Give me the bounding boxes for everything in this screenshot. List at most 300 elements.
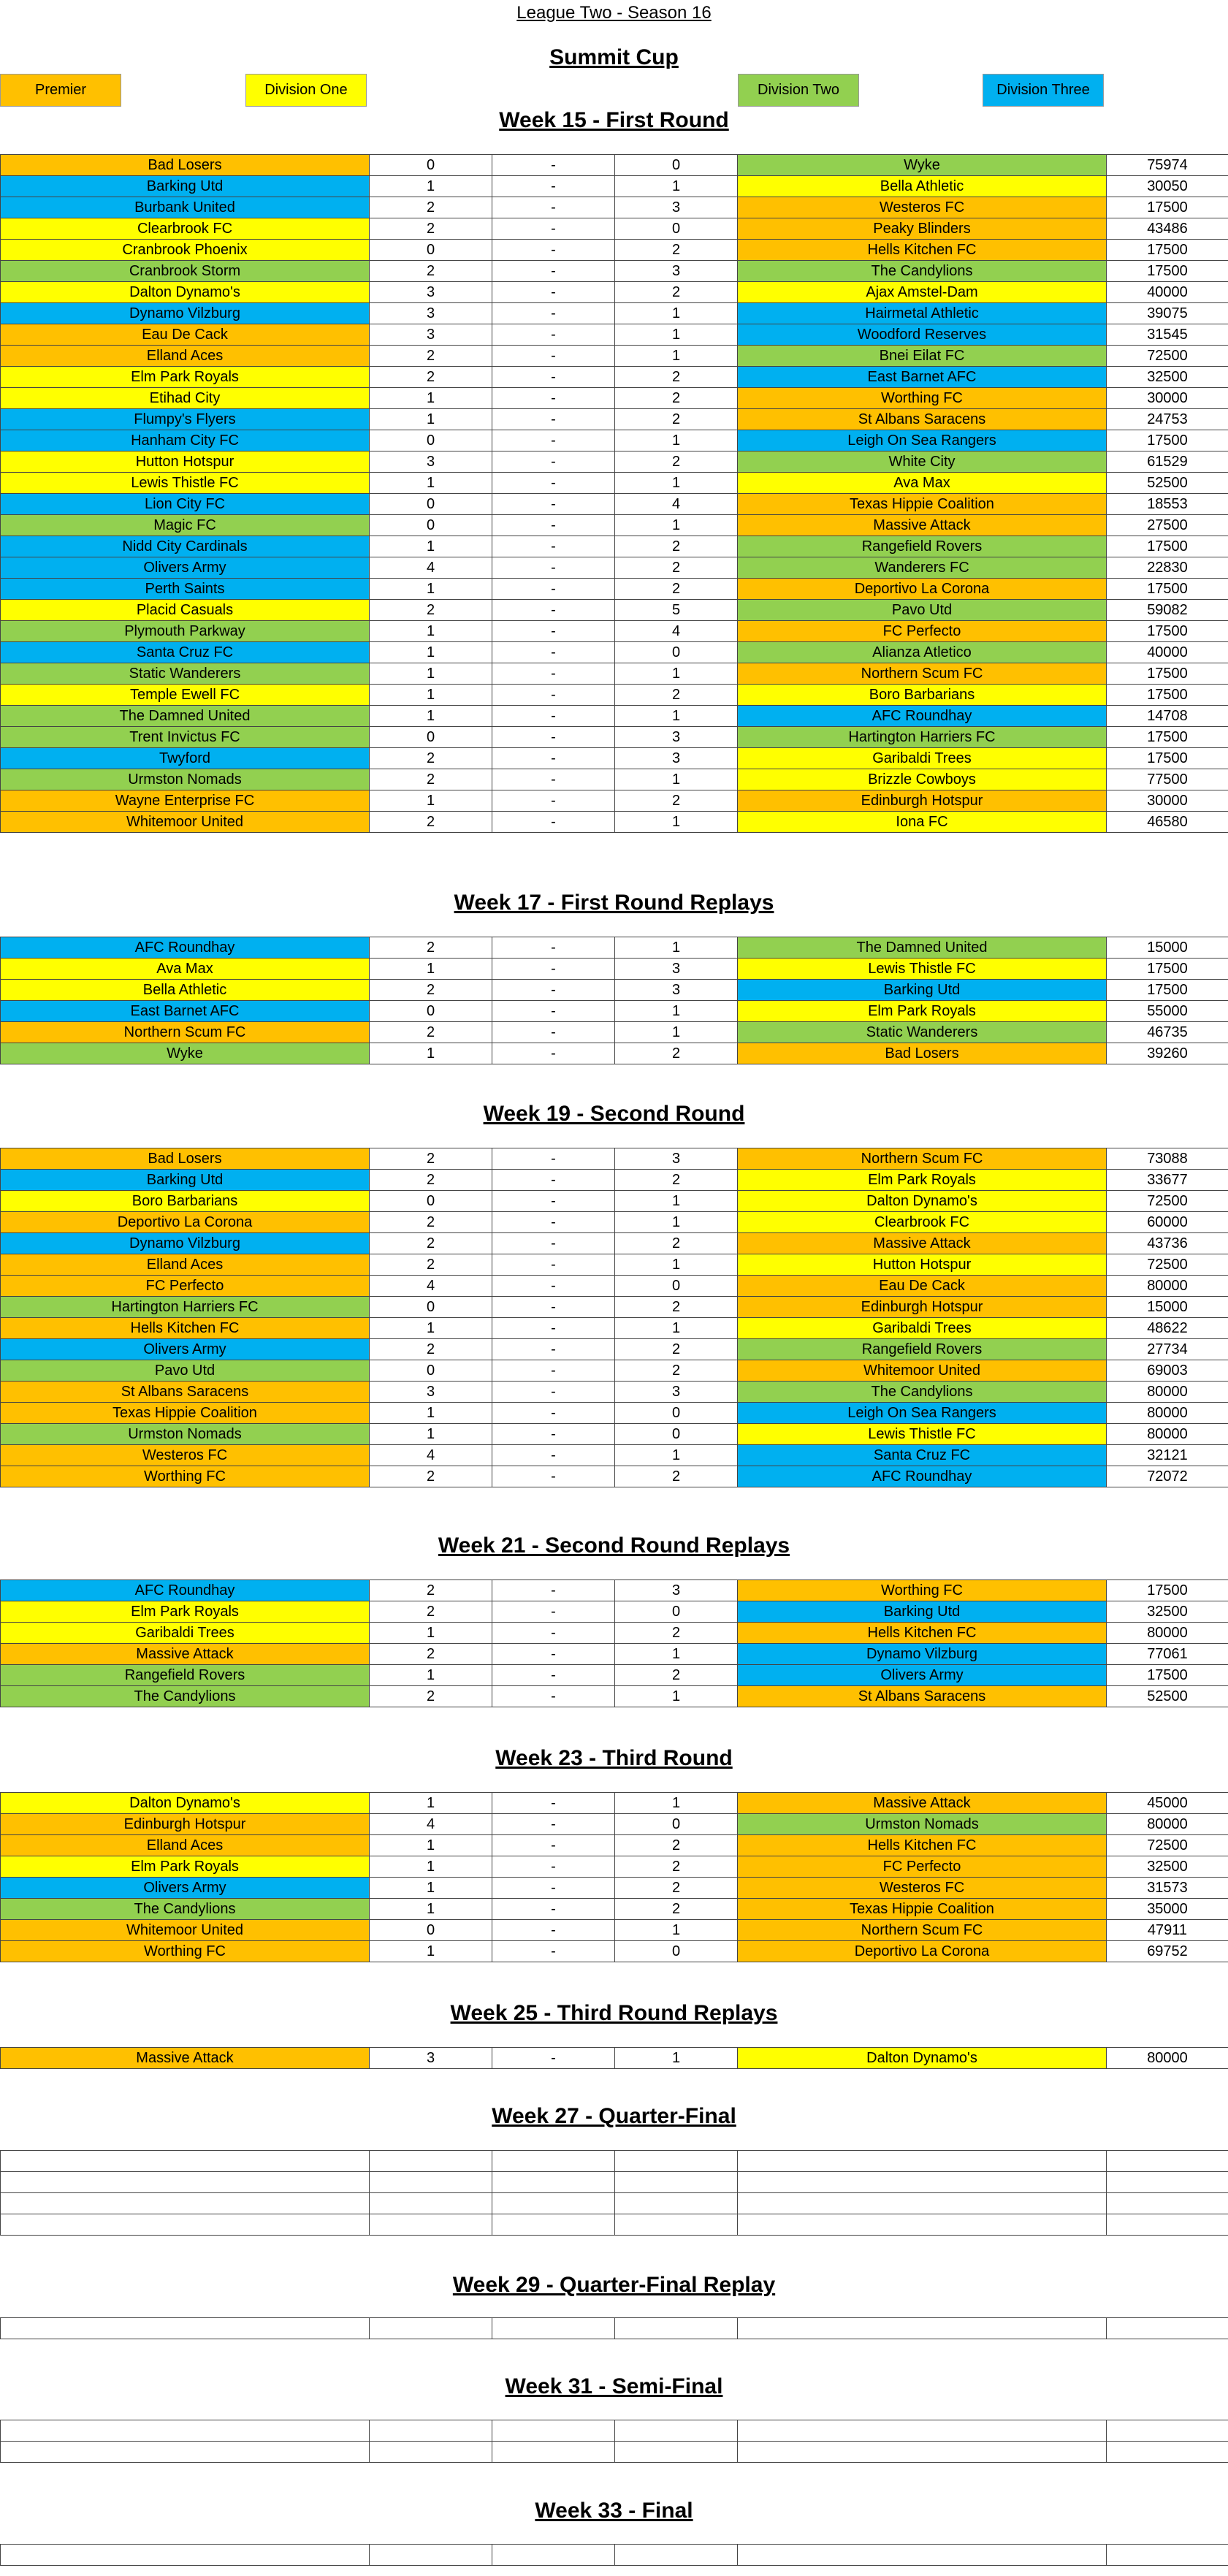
attendance-cell[interactable]: [1107, 2420, 1228, 2442]
away-score-cell[interactable]: 0: [615, 155, 738, 176]
score-separator-cell[interactable]: -: [492, 303, 615, 324]
away-team-cell[interactable]: Santa Cruz FC: [738, 1445, 1107, 1466]
attendance-cell[interactable]: 59082: [1107, 600, 1228, 621]
score-separator-cell[interactable]: [492, 2172, 615, 2193]
attendance-cell[interactable]: [1107, 2172, 1228, 2193]
away-score-cell[interactable]: 3: [615, 197, 738, 218]
attendance-cell[interactable]: 31545: [1107, 324, 1228, 346]
home-score-cell[interactable]: 2: [370, 1022, 492, 1043]
score-separator-cell[interactable]: -: [492, 1686, 615, 1707]
home-score-cell[interactable]: 2: [370, 1601, 492, 1623]
score-separator-cell[interactable]: -: [492, 282, 615, 303]
attendance-cell[interactable]: 80000: [1107, 2048, 1228, 2069]
home-score-cell[interactable]: 4: [370, 1814, 492, 1835]
attendance-cell[interactable]: [1107, 2193, 1228, 2214]
away-team-cell[interactable]: Eau De Cack: [738, 1276, 1107, 1297]
home-team-cell[interactable]: [1, 2214, 370, 2236]
away-score-cell[interactable]: 1: [615, 473, 738, 494]
away-team-cell[interactable]: The Candylions: [738, 1382, 1107, 1403]
home-score-cell[interactable]: 1: [370, 1665, 492, 1686]
score-separator-cell[interactable]: -: [492, 1445, 615, 1466]
home-team-cell[interactable]: Worthing FC: [1, 1941, 370, 1962]
away-team-cell[interactable]: [738, 2214, 1107, 2236]
home-team-cell[interactable]: Eau De Cack: [1, 324, 370, 346]
home-team-cell[interactable]: Plymouth Parkway: [1, 621, 370, 642]
home-score-cell[interactable]: [370, 2214, 492, 2236]
away-team-cell[interactable]: FC Perfecto: [738, 1856, 1107, 1878]
away-team-cell[interactable]: [738, 2318, 1107, 2339]
score-separator-cell[interactable]: -: [492, 1148, 615, 1170]
attendance-cell[interactable]: 80000: [1107, 1403, 1228, 1424]
score-separator-cell[interactable]: -: [492, 1601, 615, 1623]
attendance-cell[interactable]: 45000: [1107, 1793, 1228, 1814]
home-team-cell[interactable]: Bad Losers: [1, 1148, 370, 1170]
attendance-cell[interactable]: 14708: [1107, 706, 1228, 727]
home-team-cell[interactable]: Elland Aces: [1, 346, 370, 367]
home-score-cell[interactable]: 0: [370, 727, 492, 748]
attendance-cell[interactable]: 22830: [1107, 557, 1228, 579]
away-score-cell[interactable]: 2: [615, 790, 738, 812]
away-team-cell[interactable]: Bad Losers: [738, 1043, 1107, 1064]
score-separator-cell[interactable]: -: [492, 812, 615, 833]
away-team-cell[interactable]: Massive Attack: [738, 1233, 1107, 1254]
attendance-cell[interactable]: 72072: [1107, 1466, 1228, 1487]
attendance-cell[interactable]: 40000: [1107, 282, 1228, 303]
attendance-cell[interactable]: 17500: [1107, 727, 1228, 748]
attendance-cell[interactable]: 43486: [1107, 218, 1228, 240]
home-team-cell[interactable]: Cranbrook Phoenix: [1, 240, 370, 261]
attendance-cell[interactable]: 52500: [1107, 1686, 1228, 1707]
home-team-cell[interactable]: Worthing FC: [1, 1466, 370, 1487]
attendance-cell[interactable]: 46580: [1107, 812, 1228, 833]
home-team-cell[interactable]: Elland Aces: [1, 1835, 370, 1856]
attendance-cell[interactable]: 30000: [1107, 388, 1228, 409]
home-score-cell[interactable]: 1: [370, 1856, 492, 1878]
away-score-cell[interactable]: 2: [615, 409, 738, 430]
home-score-cell[interactable]: [370, 2545, 492, 2566]
home-score-cell[interactable]: 4: [370, 1445, 492, 1466]
score-separator-cell[interactable]: [492, 2442, 615, 2463]
away-team-cell[interactable]: Hutton Hotspur: [738, 1254, 1107, 1276]
away-team-cell[interactable]: Brizzle Cowboys: [738, 769, 1107, 790]
away-score-cell[interactable]: 4: [615, 621, 738, 642]
away-team-cell[interactable]: Northern Scum FC: [738, 1148, 1107, 1170]
away-score-cell[interactable]: 2: [615, 388, 738, 409]
home-score-cell[interactable]: 3: [370, 1382, 492, 1403]
home-score-cell[interactable]: 2: [370, 261, 492, 282]
away-score-cell[interactable]: 2: [615, 1170, 738, 1191]
away-team-cell[interactable]: Rangefield Rovers: [738, 1339, 1107, 1360]
away-team-cell[interactable]: Edinburgh Hotspur: [738, 790, 1107, 812]
away-team-cell[interactable]: Barking Utd: [738, 1601, 1107, 1623]
score-separator-cell[interactable]: -: [492, 1580, 615, 1601]
attendance-cell[interactable]: 46735: [1107, 1022, 1228, 1043]
away-team-cell[interactable]: The Damned United: [738, 937, 1107, 959]
away-score-cell[interactable]: 3: [615, 980, 738, 1001]
attendance-cell[interactable]: 17500: [1107, 579, 1228, 600]
home-team-cell[interactable]: [1, 2172, 370, 2193]
away-team-cell[interactable]: Ajax Amstel-Dam: [738, 282, 1107, 303]
away-team-cell[interactable]: Olivers Army: [738, 1665, 1107, 1686]
home-team-cell[interactable]: Flumpy's Flyers: [1, 409, 370, 430]
attendance-cell[interactable]: 17500: [1107, 430, 1228, 451]
away-score-cell[interactable]: 3: [615, 1580, 738, 1601]
attendance-cell[interactable]: 18553: [1107, 494, 1228, 515]
away-score-cell[interactable]: 3: [615, 1382, 738, 1403]
score-separator-cell[interactable]: -: [492, 1022, 615, 1043]
attendance-cell[interactable]: 24753: [1107, 409, 1228, 430]
home-score-cell[interactable]: [370, 2420, 492, 2442]
home-score-cell[interactable]: [370, 2442, 492, 2463]
attendance-cell[interactable]: 32500: [1107, 1856, 1228, 1878]
home-team-cell[interactable]: Ava Max: [1, 959, 370, 980]
home-score-cell[interactable]: 2: [370, 812, 492, 833]
away-score-cell[interactable]: 1: [615, 346, 738, 367]
away-score-cell[interactable]: 0: [615, 1424, 738, 1445]
home-team-cell[interactable]: Massive Attack: [1, 2048, 370, 2069]
attendance-cell[interactable]: 80000: [1107, 1814, 1228, 1835]
attendance-cell[interactable]: 43736: [1107, 1233, 1228, 1254]
home-team-cell[interactable]: Bella Athletic: [1, 980, 370, 1001]
home-score-cell[interactable]: 2: [370, 1233, 492, 1254]
away-score-cell[interactable]: 1: [615, 515, 738, 536]
home-team-cell[interactable]: Hanham City FC: [1, 430, 370, 451]
home-team-cell[interactable]: AFC Roundhay: [1, 937, 370, 959]
attendance-cell[interactable]: 32121: [1107, 1445, 1228, 1466]
away-score-cell[interactable]: 1: [615, 430, 738, 451]
attendance-cell[interactable]: 32500: [1107, 367, 1228, 388]
away-team-cell[interactable]: East Barnet AFC: [738, 367, 1107, 388]
home-score-cell[interactable]: 3: [370, 451, 492, 473]
home-team-cell[interactable]: [1, 2442, 370, 2463]
home-team-cell[interactable]: Nidd City Cardinals: [1, 536, 370, 557]
home-score-cell[interactable]: 2: [370, 1580, 492, 1601]
away-team-cell[interactable]: Elm Park Royals: [738, 1001, 1107, 1022]
home-team-cell[interactable]: Dynamo Vilzburg: [1, 1233, 370, 1254]
away-team-cell[interactable]: Texas Hippie Coalition: [738, 1899, 1107, 1920]
home-score-cell[interactable]: 1: [370, 1878, 492, 1899]
away-team-cell[interactable]: Lewis Thistle FC: [738, 1424, 1107, 1445]
score-separator-cell[interactable]: -: [492, 600, 615, 621]
away-team-cell[interactable]: Northern Scum FC: [738, 1920, 1107, 1941]
score-separator-cell[interactable]: -: [492, 1212, 615, 1233]
attendance-cell[interactable]: 17500: [1107, 663, 1228, 685]
attendance-cell[interactable]: 55000: [1107, 1001, 1228, 1022]
home-team-cell[interactable]: Barking Utd: [1, 1170, 370, 1191]
attendance-cell[interactable]: 60000: [1107, 1212, 1228, 1233]
attendance-cell[interactable]: 80000: [1107, 1424, 1228, 1445]
away-team-cell[interactable]: Leigh On Sea Rangers: [738, 1403, 1107, 1424]
away-team-cell[interactable]: [738, 2193, 1107, 2214]
away-team-cell[interactable]: [738, 2545, 1107, 2566]
away-team-cell[interactable]: Whitemoor United: [738, 1360, 1107, 1382]
away-score-cell[interactable]: 3: [615, 261, 738, 282]
home-score-cell[interactable]: 1: [370, 1835, 492, 1856]
home-score-cell[interactable]: 2: [370, 197, 492, 218]
home-team-cell[interactable]: Dynamo Vilzburg: [1, 303, 370, 324]
home-score-cell[interactable]: 1: [370, 1793, 492, 1814]
home-team-cell[interactable]: Hartington Harriers FC: [1, 1297, 370, 1318]
attendance-cell[interactable]: 17500: [1107, 685, 1228, 706]
home-score-cell[interactable]: 0: [370, 155, 492, 176]
score-separator-cell[interactable]: -: [492, 515, 615, 536]
away-team-cell[interactable]: Northern Scum FC: [738, 663, 1107, 685]
home-score-cell[interactable]: 1: [370, 473, 492, 494]
score-separator-cell[interactable]: -: [492, 2048, 615, 2069]
score-separator-cell[interactable]: -: [492, 176, 615, 197]
away-team-cell[interactable]: [738, 2442, 1107, 2463]
home-score-cell[interactable]: 1: [370, 1318, 492, 1339]
home-team-cell[interactable]: The Candylions: [1, 1899, 370, 1920]
away-team-cell[interactable]: The Candylions: [738, 261, 1107, 282]
away-score-cell[interactable]: 2: [615, 1878, 738, 1899]
away-team-cell[interactable]: St Albans Saracens: [738, 1686, 1107, 1707]
score-separator-cell[interactable]: -: [492, 1424, 615, 1445]
home-team-cell[interactable]: [1, 2318, 370, 2339]
away-score-cell[interactable]: 1: [615, 1644, 738, 1665]
away-score-cell[interactable]: 2: [615, 1297, 738, 1318]
attendance-cell[interactable]: 17500: [1107, 1665, 1228, 1686]
away-team-cell[interactable]: Alianza Atletico: [738, 642, 1107, 663]
score-separator-cell[interactable]: [492, 2420, 615, 2442]
away-team-cell[interactable]: Boro Barbarians: [738, 685, 1107, 706]
away-score-cell[interactable]: [615, 2442, 738, 2463]
home-team-cell[interactable]: Elland Aces: [1, 1254, 370, 1276]
away-score-cell[interactable]: 1: [615, 1001, 738, 1022]
attendance-cell[interactable]: [1107, 2318, 1228, 2339]
home-team-cell[interactable]: Burbank United: [1, 197, 370, 218]
away-score-cell[interactable]: 3: [615, 727, 738, 748]
home-score-cell[interactable]: 1: [370, 388, 492, 409]
home-team-cell[interactable]: Perth Saints: [1, 579, 370, 600]
home-score-cell[interactable]: 1: [370, 1043, 492, 1064]
attendance-cell[interactable]: 72500: [1107, 1191, 1228, 1212]
home-score-cell[interactable]: 1: [370, 706, 492, 727]
home-team-cell[interactable]: Cranbrook Storm: [1, 261, 370, 282]
attendance-cell[interactable]: [1107, 2214, 1228, 2236]
away-score-cell[interactable]: [615, 2318, 738, 2339]
home-score-cell[interactable]: [370, 2151, 492, 2172]
away-team-cell[interactable]: Lewis Thistle FC: [738, 959, 1107, 980]
away-score-cell[interactable]: 2: [615, 579, 738, 600]
away-score-cell[interactable]: 0: [615, 1941, 738, 1962]
home-team-cell[interactable]: Edinburgh Hotspur: [1, 1814, 370, 1835]
away-team-cell[interactable]: Bella Athletic: [738, 176, 1107, 197]
away-team-cell[interactable]: Garibaldi Trees: [738, 1318, 1107, 1339]
score-separator-cell[interactable]: -: [492, 685, 615, 706]
score-separator-cell[interactable]: -: [492, 1001, 615, 1022]
away-score-cell[interactable]: 2: [615, 367, 738, 388]
home-score-cell[interactable]: 1: [370, 1941, 492, 1962]
home-score-cell[interactable]: 0: [370, 494, 492, 515]
home-team-cell[interactable]: FC Perfecto: [1, 1276, 370, 1297]
away-team-cell[interactable]: St Albans Saracens: [738, 409, 1107, 430]
attendance-cell[interactable]: 15000: [1107, 1297, 1228, 1318]
attendance-cell[interactable]: 17500: [1107, 748, 1228, 769]
score-separator-cell[interactable]: -: [492, 1254, 615, 1276]
attendance-cell[interactable]: 27734: [1107, 1339, 1228, 1360]
away-score-cell[interactable]: 1: [615, 1022, 738, 1043]
home-score-cell[interactable]: 2: [370, 218, 492, 240]
away-team-cell[interactable]: Hells Kitchen FC: [738, 1623, 1107, 1644]
home-team-cell[interactable]: Westeros FC: [1, 1445, 370, 1466]
away-team-cell[interactable]: Texas Hippie Coalition: [738, 494, 1107, 515]
home-team-cell[interactable]: Temple Ewell FC: [1, 685, 370, 706]
attendance-cell[interactable]: 39075: [1107, 303, 1228, 324]
score-separator-cell[interactable]: -: [492, 1623, 615, 1644]
away-score-cell[interactable]: 0: [615, 1601, 738, 1623]
away-team-cell[interactable]: Hells Kitchen FC: [738, 240, 1107, 261]
home-score-cell[interactable]: 1: [370, 959, 492, 980]
away-team-cell[interactable]: [738, 2151, 1107, 2172]
away-team-cell[interactable]: Clearbrook FC: [738, 1212, 1107, 1233]
home-score-cell[interactable]: 3: [370, 2048, 492, 2069]
away-team-cell[interactable]: Edinburgh Hotspur: [738, 1297, 1107, 1318]
away-score-cell[interactable]: [615, 2151, 738, 2172]
score-separator-cell[interactable]: -: [492, 980, 615, 1001]
score-separator-cell[interactable]: -: [492, 1920, 615, 1941]
home-score-cell[interactable]: 2: [370, 346, 492, 367]
home-team-cell[interactable]: Static Wanderers: [1, 663, 370, 685]
away-team-cell[interactable]: Worthing FC: [738, 1580, 1107, 1601]
home-team-cell[interactable]: The Damned United: [1, 706, 370, 727]
attendance-cell[interactable]: 80000: [1107, 1623, 1228, 1644]
attendance-cell[interactable]: 15000: [1107, 937, 1228, 959]
home-team-cell[interactable]: Dalton Dynamo's: [1, 282, 370, 303]
home-team-cell[interactable]: Magic FC: [1, 515, 370, 536]
attendance-cell[interactable]: [1107, 2545, 1228, 2566]
attendance-cell[interactable]: 47911: [1107, 1920, 1228, 1941]
away-team-cell[interactable]: Elm Park Royals: [738, 1170, 1107, 1191]
home-team-cell[interactable]: Lion City FC: [1, 494, 370, 515]
away-score-cell[interactable]: 0: [615, 1814, 738, 1835]
score-separator-cell[interactable]: -: [492, 324, 615, 346]
away-score-cell[interactable]: 1: [615, 1254, 738, 1276]
home-score-cell[interactable]: 0: [370, 430, 492, 451]
away-score-cell[interactable]: 2: [615, 685, 738, 706]
home-team-cell[interactable]: Urmston Nomads: [1, 769, 370, 790]
away-team-cell[interactable]: Deportivo La Corona: [738, 579, 1107, 600]
home-team-cell[interactable]: Clearbrook FC: [1, 218, 370, 240]
attendance-cell[interactable]: 72500: [1107, 1835, 1228, 1856]
away-team-cell[interactable]: Rangefield Rovers: [738, 536, 1107, 557]
score-separator-cell[interactable]: -: [492, 1878, 615, 1899]
home-team-cell[interactable]: Texas Hippie Coalition: [1, 1403, 370, 1424]
away-team-cell[interactable]: Leigh On Sea Rangers: [738, 430, 1107, 451]
home-score-cell[interactable]: 0: [370, 1001, 492, 1022]
home-team-cell[interactable]: Barking Utd: [1, 176, 370, 197]
score-separator-cell[interactable]: -: [492, 536, 615, 557]
home-team-cell[interactable]: Boro Barbarians: [1, 1191, 370, 1212]
attendance-cell[interactable]: 73088: [1107, 1148, 1228, 1170]
attendance-cell[interactable]: 17500: [1107, 536, 1228, 557]
score-separator-cell[interactable]: -: [492, 1276, 615, 1297]
score-separator-cell[interactable]: -: [492, 1403, 615, 1424]
away-team-cell[interactable]: Hells Kitchen FC: [738, 1835, 1107, 1856]
score-separator-cell[interactable]: -: [492, 1170, 615, 1191]
away-score-cell[interactable]: 1: [615, 1445, 738, 1466]
away-team-cell[interactable]: Peaky Blinders: [738, 218, 1107, 240]
attendance-cell[interactable]: 39260: [1107, 1043, 1228, 1064]
score-separator-cell[interactable]: -: [492, 197, 615, 218]
away-score-cell[interactable]: 1: [615, 2048, 738, 2069]
score-separator-cell[interactable]: [492, 2214, 615, 2236]
home-team-cell[interactable]: East Barnet AFC: [1, 1001, 370, 1022]
home-score-cell[interactable]: 2: [370, 1254, 492, 1276]
away-score-cell[interactable]: 2: [615, 557, 738, 579]
home-score-cell[interactable]: 4: [370, 557, 492, 579]
away-score-cell[interactable]: [615, 2193, 738, 2214]
away-score-cell[interactable]: 0: [615, 1403, 738, 1424]
attendance-cell[interactable]: 69003: [1107, 1360, 1228, 1382]
away-team-cell[interactable]: Wanderers FC: [738, 557, 1107, 579]
home-team-cell[interactable]: Whitemoor United: [1, 812, 370, 833]
home-score-cell[interactable]: 3: [370, 303, 492, 324]
home-score-cell[interactable]: 0: [370, 240, 492, 261]
away-score-cell[interactable]: 1: [615, 1793, 738, 1814]
attendance-cell[interactable]: 80000: [1107, 1276, 1228, 1297]
score-separator-cell[interactable]: -: [492, 1233, 615, 1254]
home-score-cell[interactable]: 0: [370, 1297, 492, 1318]
away-score-cell[interactable]: 0: [615, 218, 738, 240]
score-separator-cell[interactable]: -: [492, 367, 615, 388]
home-score-cell[interactable]: [370, 2172, 492, 2193]
attendance-cell[interactable]: 40000: [1107, 642, 1228, 663]
away-team-cell[interactable]: White City: [738, 451, 1107, 473]
home-score-cell[interactable]: 0: [370, 1191, 492, 1212]
score-separator-cell[interactable]: -: [492, 346, 615, 367]
home-team-cell[interactable]: Hells Kitchen FC: [1, 1318, 370, 1339]
home-team-cell[interactable]: Pavo Utd: [1, 1360, 370, 1382]
home-team-cell[interactable]: Massive Attack: [1, 1644, 370, 1665]
away-score-cell[interactable]: 1: [615, 324, 738, 346]
score-separator-cell[interactable]: -: [492, 1466, 615, 1487]
home-score-cell[interactable]: 1: [370, 1623, 492, 1644]
home-team-cell[interactable]: Elm Park Royals: [1, 1601, 370, 1623]
away-score-cell[interactable]: 2: [615, 451, 738, 473]
away-team-cell[interactable]: Westeros FC: [738, 197, 1107, 218]
home-team-cell[interactable]: Twyford: [1, 748, 370, 769]
home-score-cell[interactable]: 1: [370, 685, 492, 706]
home-score-cell[interactable]: 4: [370, 1276, 492, 1297]
home-team-cell[interactable]: Olivers Army: [1, 1339, 370, 1360]
attendance-cell[interactable]: 72500: [1107, 346, 1228, 367]
away-team-cell[interactable]: Hairmetal Athletic: [738, 303, 1107, 324]
score-separator-cell[interactable]: -: [492, 557, 615, 579]
away-score-cell[interactable]: 1: [615, 663, 738, 685]
attendance-cell[interactable]: 17500: [1107, 621, 1228, 642]
score-separator-cell[interactable]: [492, 2151, 615, 2172]
home-score-cell[interactable]: 3: [370, 282, 492, 303]
away-team-cell[interactable]: Dynamo Vilzburg: [738, 1644, 1107, 1665]
away-team-cell[interactable]: AFC Roundhay: [738, 706, 1107, 727]
away-score-cell[interactable]: [615, 2214, 738, 2236]
away-score-cell[interactable]: 2: [615, 1899, 738, 1920]
home-team-cell[interactable]: Lewis Thistle FC: [1, 473, 370, 494]
away-team-cell[interactable]: Woodford Reserves: [738, 324, 1107, 346]
attendance-cell[interactable]: 17500: [1107, 197, 1228, 218]
attendance-cell[interactable]: 77500: [1107, 769, 1228, 790]
attendance-cell[interactable]: 77061: [1107, 1644, 1228, 1665]
home-score-cell[interactable]: 0: [370, 1920, 492, 1941]
away-team-cell[interactable]: Worthing FC: [738, 388, 1107, 409]
away-team-cell[interactable]: Static Wanderers: [738, 1022, 1107, 1043]
home-score-cell[interactable]: 2: [370, 1466, 492, 1487]
attendance-cell[interactable]: 17500: [1107, 980, 1228, 1001]
away-score-cell[interactable]: 2: [615, 282, 738, 303]
home-team-cell[interactable]: Deportivo La Corona: [1, 1212, 370, 1233]
away-score-cell[interactable]: 2: [615, 1339, 738, 1360]
